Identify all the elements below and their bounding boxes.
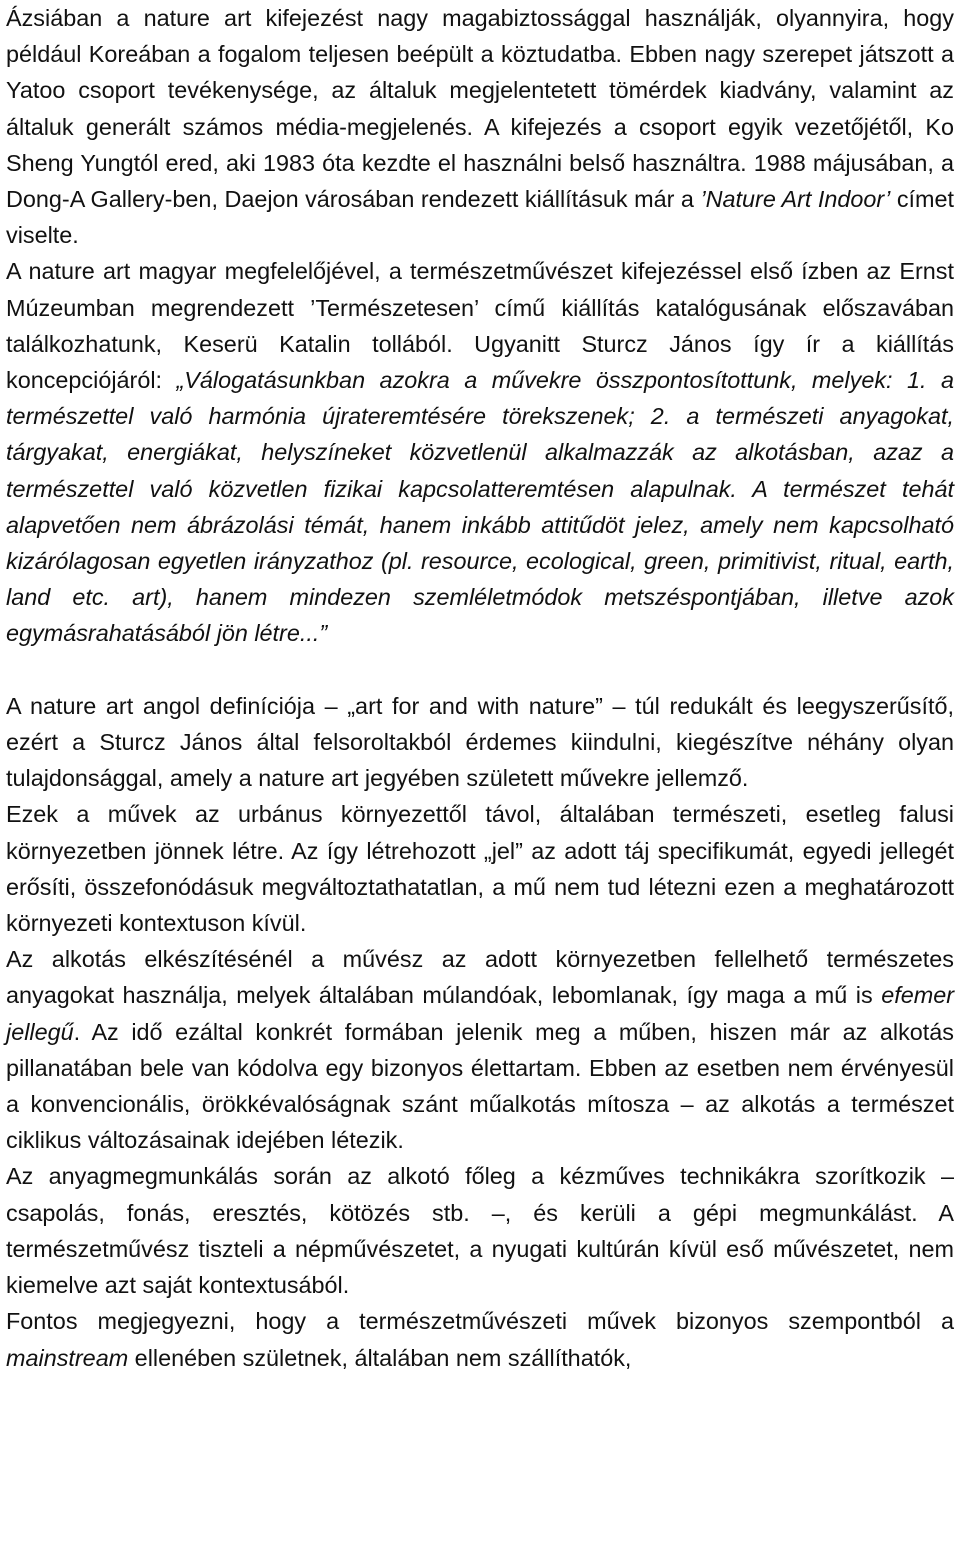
exhibition-title: ’Nature Art Indoor’ bbox=[700, 186, 891, 213]
paragraph-environment: Ezek a művek az urbánus környezettől távol, általában természeti, esetleg falusi környezetben jönnek létre. Az így létrehozott „jel” az adott táj specifikumát, egyedi jellegét erősíti, összefonódásuk megváltoztathatatlan, a mű nem tud létezni ezen a meghatározott környezeti kontextuson kívül. bbox=[6, 801, 954, 937]
text-run: Fontos megjegyezni, hogy a természetművészeti művek bizonyos szempontból a bbox=[6, 1308, 954, 1335]
document-body bbox=[6, 0, 954, 1376]
mainstream-term: mainstream bbox=[6, 1344, 129, 1371]
text-run: Az alkotás elkészítésénél a művész az adott környezetben fellelhető természetes anyagokat használja, melyek általában múlandóak, lebomlanak, így maga a mű is bbox=[6, 946, 954, 1009]
ephemeral-term: efemer jellegű bbox=[6, 982, 954, 1045]
paragraph-mainstream bbox=[6, 1303, 954, 1375]
text-run: . Az idő ezáltal konkrét formában jelenik meg a műben, hiszen már az alkotás pillanatában bele van kódolva egy bizonyos élettartam. Ebben az esetben nem érvényesül a konvencionális, örökkévalóságnak szánt műalkotás mítosza – az alkotás a természet ciklikus változásainak idejében létezik. bbox=[6, 1018, 954, 1154]
paragraph-materials bbox=[6, 941, 954, 1158]
text-run: Ázsiában a nature art kifejezést nagy magabiztossággal használják, olyannyira, hogy például Koreában a fogalom teljesen beépült a köztudatba. Ebben nagy szerepet játszott a Yatoo csoport tevékenysége, az általuk megjelentetett tömérdek kiadvány, valamint az általuk generált számos média-megjelenés. A kifejezés a csoport egyik vezetőjétől, Ko Sheng Yungtól ered, aki 1983 óta kezdte el használni belső használtra. 1988 májusában, a Dong-A Gallery-ben, Daejon városában rendezett kiállításuk már a bbox=[6, 5, 954, 213]
text-run: A nature art magyar megfelelőjével, a természetművészet kifejezéssel első ízben az Ernst Múzeumban megrendezett ’Természetesen’ című kiállítás katalógusának előszavában találkozhatunk, Keserü Katalin tollából. Ugyanitt Sturcz János így ír a kiállítás koncepciójáról: bbox=[6, 258, 954, 394]
text-run: ellenében születnek, általában nem szállíthatók, bbox=[128, 1344, 632, 1371]
paragraph-hungarian-term bbox=[6, 253, 954, 651]
paragraph-gap bbox=[6, 652, 954, 688]
text-run: címet viselte. bbox=[6, 186, 955, 249]
paragraph-english-definition: A nature art angol definíciója – „art for and with nature” – túl redukált és leegyszerűsítő, ezért a Sturcz János által felsoroltakból érdemes kiindulni, kiegészítve néhány olyan tulajdonsággal, amely a nature art jegyében született művekre jellemző. bbox=[6, 692, 954, 792]
sturcz-quote: „Válogatásunkban azokra a művekre összpontosítottunk, melyek: 1. a természettel való harmónia újrateremtésére törekszenek; 2. a természeti anyagokat, tárgyakat, energiákat, helyszíneket közvetlenül alkalmazzák az alkotásban, azaz a természettel való közvetlen fizikai kapcsolatteremtésen alapulnak. A természet tehát alapvetően nem ábrázolási témát, hanem inkább attitűdöt jelez, amely nem kapcsolható kizárólagosan egyetlen irányzathoz (pl. resource, ecological, green, primitivist, ritual, earth, land etc. art), hanem mindezen szemléletmódok metszéspontjában, illetve azok egymásrahatásából jön létre...” bbox=[6, 367, 954, 647]
paragraph-korea-yatoo bbox=[6, 0, 954, 253]
paragraph-craft-techniques: Az anyagmegmunkálás során az alkotó főleg a kézműves technikákra szorítkozik – csapolás, fonás, eresztés, kötözés stb. –, és kerüli a gépi megmunkálást. A természetművész tiszteli a népművészetet, a nyugati kultúrán kívül eső művészetet, nem kiemelve azt saját kontextusából. bbox=[6, 1163, 954, 1299]
